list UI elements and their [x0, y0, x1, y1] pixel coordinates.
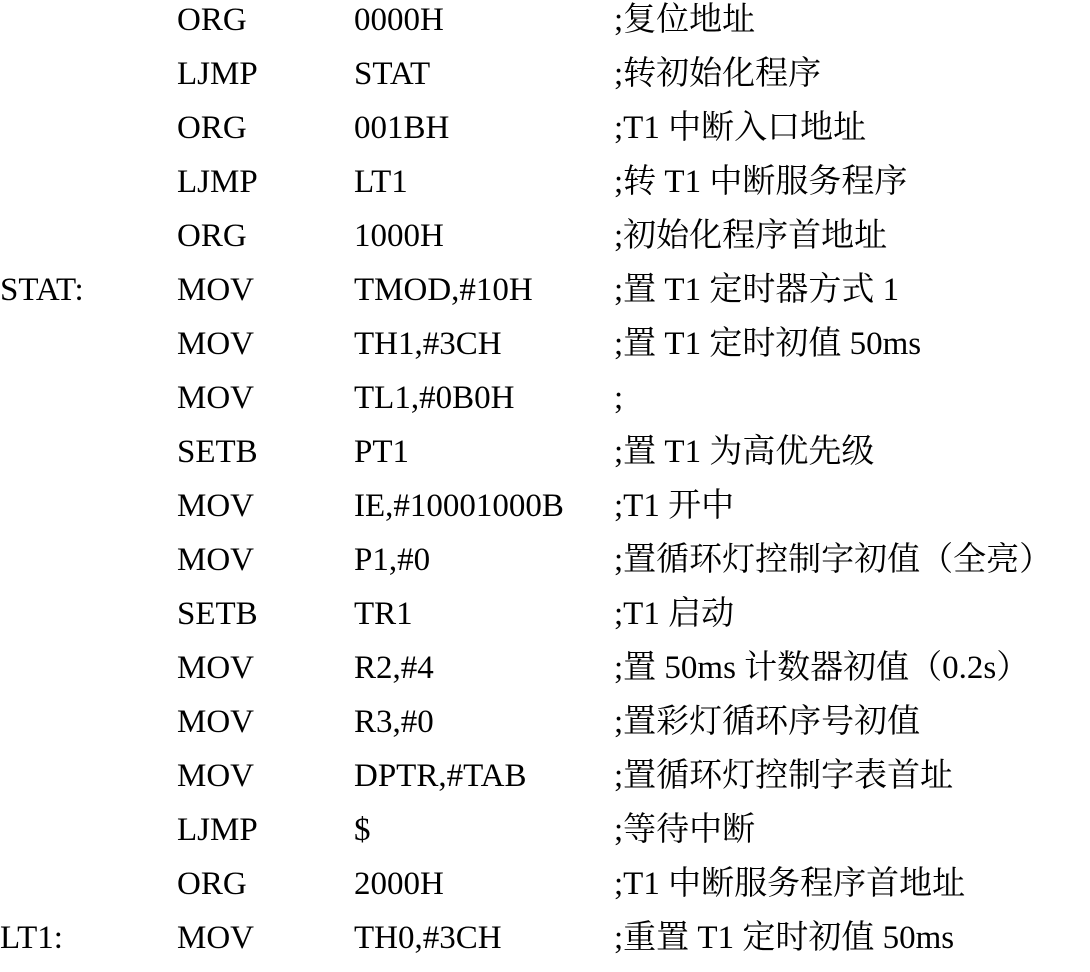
line-operand: LT1 [354, 164, 408, 200]
line-comment: ;置 50ms 计数器初值（0.2s） [614, 650, 1030, 686]
code-line [0, 540, 1090, 594]
line-comment: ;置循环灯控制字表首址 [614, 758, 954, 794]
line-comment: ;初始化程序首地址 [614, 218, 888, 254]
line-operand: TH0,#3CH [354, 920, 502, 956]
line-label: STAT: [0, 272, 84, 308]
line-operand: P1,#0 [354, 542, 431, 578]
line-mnemonic: LJMP [177, 812, 258, 848]
code-line [0, 864, 1090, 918]
line-comment: ;置 T1 为高优先级 [614, 434, 875, 470]
line-operand: IE,#10001000B [354, 488, 564, 524]
line-operand: 2000H [354, 866, 444, 902]
line-mnemonic: ORG [177, 218, 247, 254]
line-operand: TH1,#3CH [354, 326, 502, 362]
line-mnemonic: ORG [177, 2, 247, 38]
code-line [0, 702, 1090, 756]
line-operand: TMOD,#10H [354, 272, 533, 308]
code-line [0, 54, 1090, 108]
line-comment: ;置 T1 定时器方式 1 [614, 272, 900, 308]
line-mnemonic: LJMP [177, 56, 258, 92]
line-label: LT1: [0, 920, 63, 956]
line-comment: ;T1 启动 [614, 596, 735, 632]
line-mnemonic: MOV [177, 272, 255, 308]
code-line [0, 810, 1090, 864]
code-line [0, 0, 1090, 54]
line-comment: ;T1 中断入口地址 [614, 110, 867, 146]
code-line [0, 594, 1090, 648]
line-operand: TL1,#0B0H [354, 380, 515, 416]
line-mnemonic: MOV [177, 704, 255, 740]
line-operand: STAT [354, 56, 431, 92]
code-line [0, 378, 1090, 432]
line-mnemonic: MOV [177, 488, 255, 524]
code-line [0, 216, 1090, 270]
line-mnemonic: MOV [177, 326, 255, 362]
line-comment: ;置 T1 定时初值 50ms [614, 326, 922, 362]
line-comment: ; [614, 380, 624, 416]
line-operand: TR1 [354, 596, 413, 632]
code-line [0, 270, 1090, 324]
line-mnemonic: SETB [177, 434, 258, 470]
code-line [0, 918, 1090, 972]
line-operand: R2,#4 [354, 650, 434, 686]
line-operand: DPTR,#TAB [354, 758, 527, 794]
code-line [0, 648, 1090, 702]
line-mnemonic: ORG [177, 866, 247, 902]
line-mnemonic: ORG [177, 110, 247, 146]
line-comment: ;T1 中断服务程序首地址 [614, 866, 966, 902]
line-operand: 0000H [354, 2, 444, 38]
line-comment: ;复位地址 [614, 2, 756, 38]
line-operand: 001BH [354, 110, 450, 146]
line-operand: 1000H [354, 218, 444, 254]
line-operand: $ [354, 812, 371, 848]
line-operand: R3,#0 [354, 704, 434, 740]
line-mnemonic: SETB [177, 596, 258, 632]
line-mnemonic: MOV [177, 650, 255, 686]
code-line [0, 162, 1090, 216]
line-mnemonic: MOV [177, 920, 255, 956]
line-comment: ;重置 T1 定时初值 50ms [614, 920, 955, 956]
line-mnemonic: MOV [177, 380, 255, 416]
line-comment: ;等待中断 [614, 812, 756, 848]
line-comment: ;转 T1 中断服务程序 [614, 164, 908, 200]
code-line [0, 324, 1090, 378]
line-comment: ;转初始化程序 [614, 56, 822, 92]
code-line [0, 756, 1090, 810]
line-mnemonic: LJMP [177, 164, 258, 200]
line-mnemonic: MOV [177, 758, 255, 794]
line-mnemonic: MOV [177, 542, 255, 578]
line-comment: ;置彩灯循环序号初值 [614, 704, 921, 740]
line-comment: ;T1 开中 [614, 488, 735, 524]
code-line [0, 486, 1090, 540]
line-operand: PT1 [354, 434, 410, 470]
line-comment: ;置循环灯控制字初值（全亮） [614, 542, 1053, 578]
code-line [0, 108, 1090, 162]
code-line [0, 432, 1090, 486]
